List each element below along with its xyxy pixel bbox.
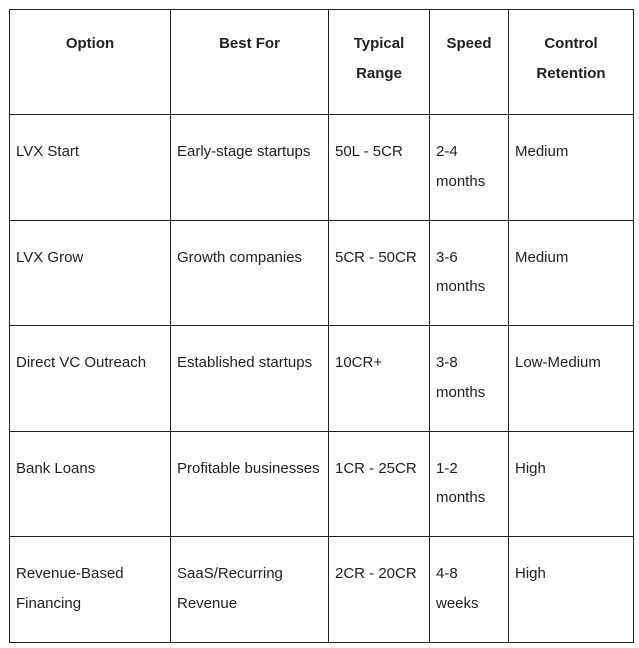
cell-control-retention: Medium	[509, 115, 634, 221]
cell-best-for: SaaS/Recurring Revenue	[171, 537, 329, 643]
cell-typical-range: 10CR+	[329, 326, 430, 432]
table-body	[10, 115, 634, 643]
cell-option: Revenue-Based Financing	[10, 537, 171, 643]
cell-speed: 1-2 months	[430, 431, 509, 537]
table-row	[10, 220, 634, 326]
table-row	[10, 537, 634, 643]
header-best-for: Best For	[171, 10, 329, 115]
header-control-retention: Control Retention	[509, 10, 634, 115]
cell-best-for: Early-stage startups	[171, 115, 329, 221]
funding-options-table	[9, 9, 634, 643]
cell-best-for: Established startups	[171, 326, 329, 432]
table-row	[10, 115, 634, 221]
cell-best-for: Growth companies	[171, 220, 329, 326]
cell-control-retention: Low-Medium	[509, 326, 634, 432]
cell-typical-range: 2CR - 20CR	[329, 537, 430, 643]
header-speed: Speed	[430, 10, 509, 115]
cell-option: Direct VC Outreach	[10, 326, 171, 432]
header-row	[10, 10, 634, 115]
cell-speed: 3-8 months	[430, 326, 509, 432]
cell-speed: 2-4 months	[430, 115, 509, 221]
cell-best-for: Profitable businesses	[171, 431, 329, 537]
header-typical-range: Typical Range	[329, 10, 430, 115]
header-option: Option	[10, 10, 171, 115]
table-header	[10, 10, 634, 115]
table-row	[10, 431, 634, 537]
funding-options-table-container	[9, 9, 634, 643]
cell-typical-range: 5CR - 50CR	[329, 220, 430, 326]
cell-speed: 3-6 months	[430, 220, 509, 326]
cell-speed: 4-8 weeks	[430, 537, 509, 643]
cell-control-retention: High	[509, 537, 634, 643]
cell-control-retention: High	[509, 431, 634, 537]
cell-typical-range: 50L - 5CR	[329, 115, 430, 221]
cell-control-retention: Medium	[509, 220, 634, 326]
cell-option: Bank Loans	[10, 431, 171, 537]
cell-typical-range: 1CR - 25CR	[329, 431, 430, 537]
cell-option: LVX Start	[10, 115, 171, 221]
cell-option: LVX Grow	[10, 220, 171, 326]
table-row	[10, 326, 634, 432]
